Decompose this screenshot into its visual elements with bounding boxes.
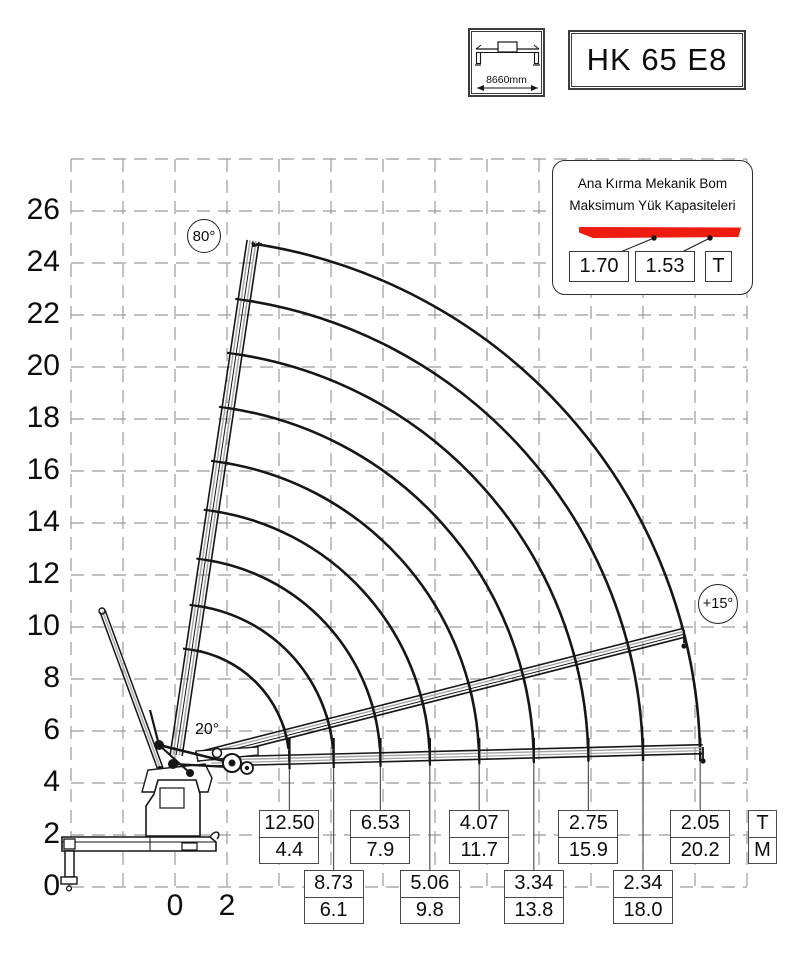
y-axis-label-22: 22 (26, 297, 60, 330)
reach-value: 6.1 (305, 897, 363, 923)
angle-label-15: +15° (698, 584, 738, 624)
outrigger-spread-icon (471, 31, 544, 96)
y-axis-label-6: 6 (43, 713, 60, 746)
load-table-6-1 (304, 870, 364, 924)
reach-value: 20.2 (671, 837, 729, 863)
y-axis-label-16: 16 (26, 453, 60, 486)
legend-capacity-value-2: 1.53 (635, 251, 695, 282)
capacity-value: 8.73 (305, 871, 363, 897)
load-table-15-9 (558, 810, 618, 864)
y-axis-label-26: 26 (26, 193, 60, 226)
load-table-13-8 (504, 870, 564, 924)
capacity-value: 12.50 (260, 811, 318, 837)
reach-value: 11.7 (450, 837, 508, 863)
x-axis-label-0: 0 (166, 889, 184, 922)
y-axis-label-12: 12 (26, 557, 60, 590)
reach-value: 18.0 (614, 897, 672, 923)
legend-red-bar (579, 227, 741, 238)
y-axis-label-10: 10 (26, 609, 60, 642)
unit-capacity-label: T (749, 811, 776, 837)
capacity-value: 4.07 (450, 811, 508, 837)
y-axis-label-14: 14 (26, 505, 60, 538)
capacity-value: 2.05 (671, 811, 729, 837)
load-table-4-4 (259, 810, 319, 864)
y-axis-label-4: 4 (43, 765, 60, 798)
legend-title-line1: Ana Kırma Mekanik Bom (577, 176, 728, 191)
reach-value: 15.9 (559, 837, 617, 863)
reach-value: 7.9 (351, 837, 409, 863)
y-axis-label-2: 2 (43, 817, 60, 850)
capacity-legend (552, 160, 753, 295)
angle-label-80: 80° (187, 219, 221, 253)
load-table-18-0 (613, 870, 673, 924)
unit-column-box (748, 810, 777, 864)
outrigger-dimension-box (468, 28, 545, 97)
angle-label-20: 20° (195, 721, 220, 738)
unit-reach-label: M (749, 837, 776, 863)
reach-value: 9.8 (401, 897, 459, 923)
model-title-box (568, 30, 746, 90)
load-table-9-8 (400, 870, 460, 924)
reach-value: 13.8 (505, 897, 563, 923)
capacity-value: 3.34 (505, 871, 563, 897)
capacity-value: 6.53 (351, 811, 409, 837)
reach-value: 4.4 (260, 837, 318, 863)
model-title: HK 65 E8 (586, 42, 728, 77)
legend-title-line2: Maksimum Yük Kapasiteleri (569, 198, 736, 213)
y-axis-label-0: 0 (43, 869, 60, 902)
load-table-7-9 (350, 810, 410, 864)
load-table-20-2 (670, 810, 730, 864)
y-axis-label-24: 24 (26, 245, 60, 278)
capacity-value: 5.06 (401, 871, 459, 897)
y-axis-label-18: 18 (26, 401, 60, 434)
legend-capacity-value-1: 1.70 (569, 251, 629, 282)
load-table-11-7 (449, 810, 509, 864)
outrigger-dimension-label: 8660mm (486, 74, 527, 86)
capacity-value: 2.34 (614, 871, 672, 897)
legend-unit-label: T (705, 251, 732, 282)
y-axis-label-20: 20 (26, 349, 60, 382)
x-axis-label-2: 2 (218, 889, 236, 922)
y-axis-label-8: 8 (43, 661, 60, 694)
capacity-value: 2.75 (559, 811, 617, 837)
